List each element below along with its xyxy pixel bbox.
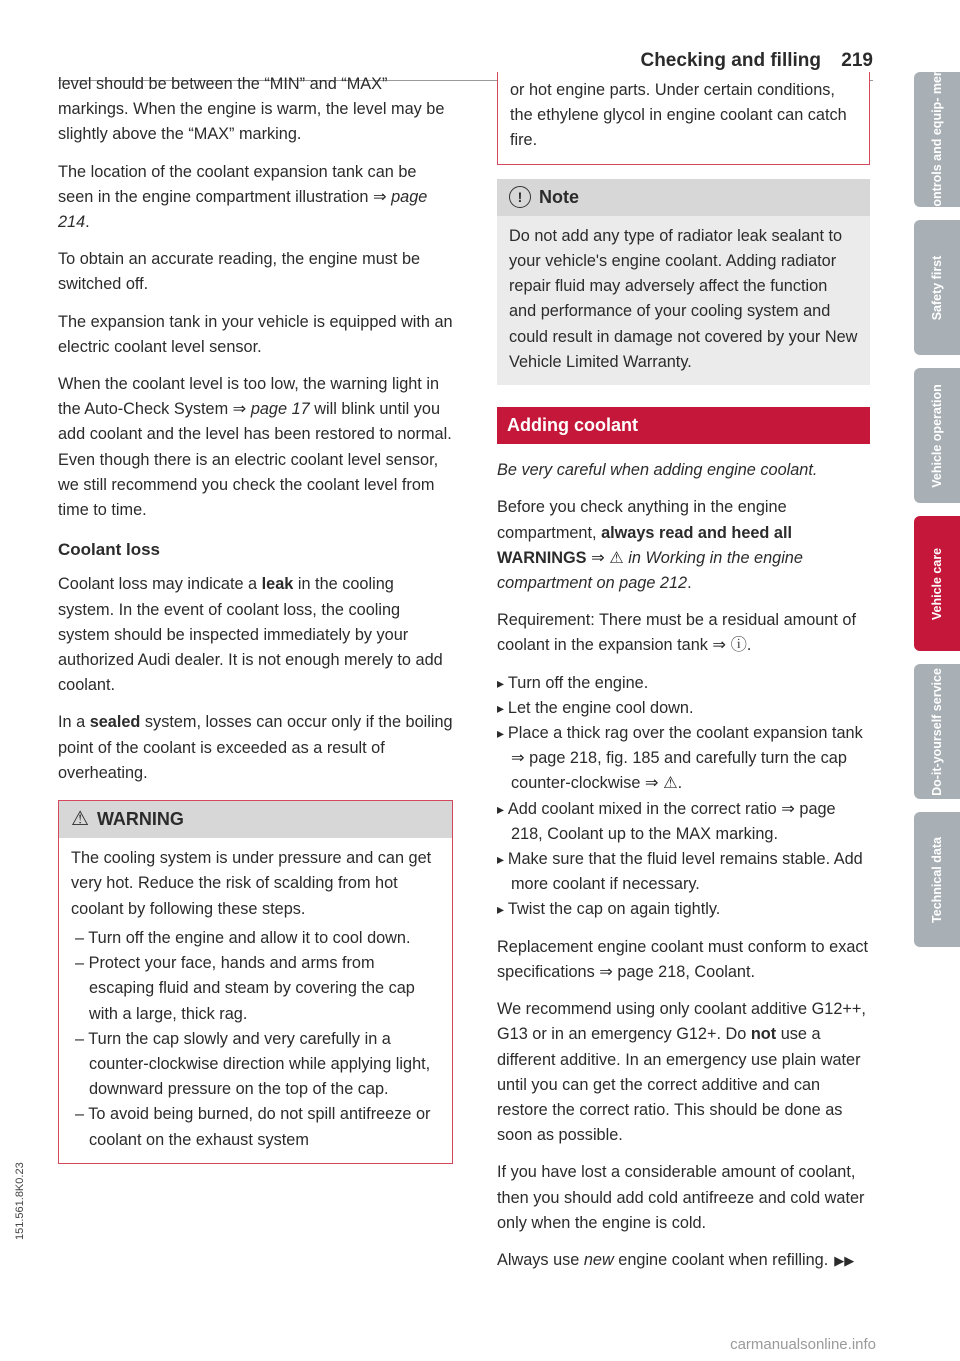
list-item: ▸ Turn off the engine.: [497, 671, 870, 696]
paragraph: In a sealed system, losses can occur only if the boiling point of the coolant is exceeded as a result of overheating.: [58, 713, 453, 782]
chapter-title: Checking and filling: [640, 50, 821, 71]
paragraph: To obtain an accurate reading, the engine must be switched off.: [58, 250, 421, 294]
paragraph: We recommend using only coolant additive G12++, G13 or in an emergency G12+. Do not use a different additive. In an emergency use plain water until you can get the correct additive and can restore the correct ratio. This should be done as soon as possible.: [497, 1000, 866, 1145]
page-link[interactable]: ⇒ page 17: [232, 400, 310, 419]
intro-text: Be very careful when adding engine coolant.: [497, 461, 818, 480]
paragraph: The location of the coolant expansion tank can be seen in the engine compartment illustration ⇒ page 214.: [58, 162, 428, 232]
list-item: – Turn off the engine and allow it to cool down.: [71, 926, 440, 951]
tab-controls[interactable]: Controls and equip- ment: [914, 72, 960, 207]
chapter-tabs: [914, 63, 960, 960]
paragraph: Replacement engine coolant must conform to exact specifications ⇒ page 218, Coolant.: [497, 937, 869, 981]
note-header: ! Note: [497, 179, 870, 216]
subheading-coolant-loss: Coolant loss: [58, 540, 161, 560]
paragraph: If you have lost a considerable amount of coolant, then you should add cold antifreeze and cold water only when the engine is cold.: [497, 1163, 865, 1232]
steps-list: [497, 671, 870, 923]
list-item: ▸ Place a thick rag over the coolant expansion tank ⇒ page 218, fig. 185 and carefully turn the cap counter-clockwise ⇒ ⚠.: [497, 721, 870, 797]
continue-arrow-icon: ▶▶: [834, 1252, 855, 1268]
list-item: ▸ Add coolant mixed in the correct ratio ⇒ page 218, Coolant up to the MAX marking.: [497, 797, 870, 847]
warning-list: [71, 926, 440, 1153]
list-item: ▸ Twist the cap on again tightly.: [497, 897, 870, 922]
note-box: [497, 179, 870, 385]
list-item: ▸ Let the engine cool down.: [497, 696, 870, 721]
list-item: – Protect your face, hands and arms from escaping fluid and steam by covering the cap with a large, thick rag.: [71, 951, 440, 1027]
left-column: [58, 72, 453, 1164]
warning-continuation: or hot engine parts. Under certain conditions, the ethylene glycol in engine coolant can catch fire.: [497, 72, 870, 165]
tab-diy-service[interactable]: Do-it-yourself service: [914, 664, 960, 799]
right-column: [497, 72, 870, 1285]
paragraph: Before you check anything in the engine compartment, always read and heed all WARNINGS ⇒ ⚠ in Working in the engine compartment on page 212.: [497, 498, 803, 593]
page-link[interactable]: ⇒ page 214: [58, 187, 428, 232]
warning-body: The cooling system is under pressure and can get very hot. Reduce the risk of scalding from hot coolant by following these steps. – Turn off the engine and allow it to cool down. – Protect your face, hands and arms from escaping fluid and steam by covering the cap with a large, thick rag. – Turn the cap slowly and very carefully in a counter-clockwise direction while applying light, downward pressure on the top of the cap. – To avoid being burned, do not spill antifreeze or coolant on the exhaust system: [58, 838, 453, 1163]
page-link[interactable]: ⇒ ⚠ in Working in the engine compartment on page 212: [497, 548, 803, 593]
section-title: Adding coolant: [497, 407, 870, 444]
exclamation-circle-icon: !: [509, 186, 531, 208]
paragraph: Always use new engine coolant when refilling. ▶▶: [497, 1250, 855, 1269]
warning-header: ⚠ WARNING: [58, 800, 453, 838]
warning-box: [58, 800, 453, 1164]
tab-operation[interactable]: Vehicle operation: [914, 368, 960, 503]
paragraph: Requirement: There must be a residual amount of coolant in the expansion tank ⇒ ⓘ.: [497, 611, 856, 655]
paragraph: level should be between the “MIN” and “MAX” markings. When the engine is warm, the level may be slightly above the “MAX” marking.: [58, 75, 445, 144]
page-number: 219: [841, 50, 873, 71]
list-item: ▸ Make sure that the fluid level remains stable. Add more coolant if necessary.: [497, 847, 870, 897]
note-body: Do not add any type of radiator leak sealant to your vehicle's engine coolant. Adding radiator repair fluid may adversely affect the function and performance of your cooling system and could result in damage not covered by your New Vehicle Limited Warranty.: [497, 216, 870, 385]
watermark: carmanualsonline.info: [730, 1336, 876, 1353]
list-item: – To avoid being burned, do not spill antifreeze or coolant on the exhaust system: [71, 1102, 440, 1152]
warning-triangle-icon: ⚠: [71, 808, 89, 831]
tab-technical-data[interactable]: Technical data: [914, 812, 960, 947]
tab-safety[interactable]: Safety first: [914, 220, 960, 355]
document-code: 151.561.8K0.23: [14, 1162, 26, 1240]
paragraph: When the coolant level is too low, the warning light in the Auto-Check System ⇒ page 17 will blink until you add coolant and the level has been restored to normal. Even though there is an electric coolant level sensor, we still recommend you check the coolant level from time to time.: [58, 375, 452, 520]
paragraph: Coolant loss may indicate a leak in the cooling system. In the event of coolant loss, the cooling system should be inspected immediately by your authorized Audi dealer. It is not enough merely to add coolant.: [58, 575, 443, 695]
tab-vehicle-care[interactable]: Vehicle care: [914, 516, 960, 651]
paragraph: The expansion tank in your vehicle is equipped with an electric coolant level sensor.: [58, 312, 453, 356]
list-item: – Turn the cap slowly and very carefully in a counter-clockwise direction while applying light, downward pressure on the top of the cap.: [71, 1027, 440, 1103]
